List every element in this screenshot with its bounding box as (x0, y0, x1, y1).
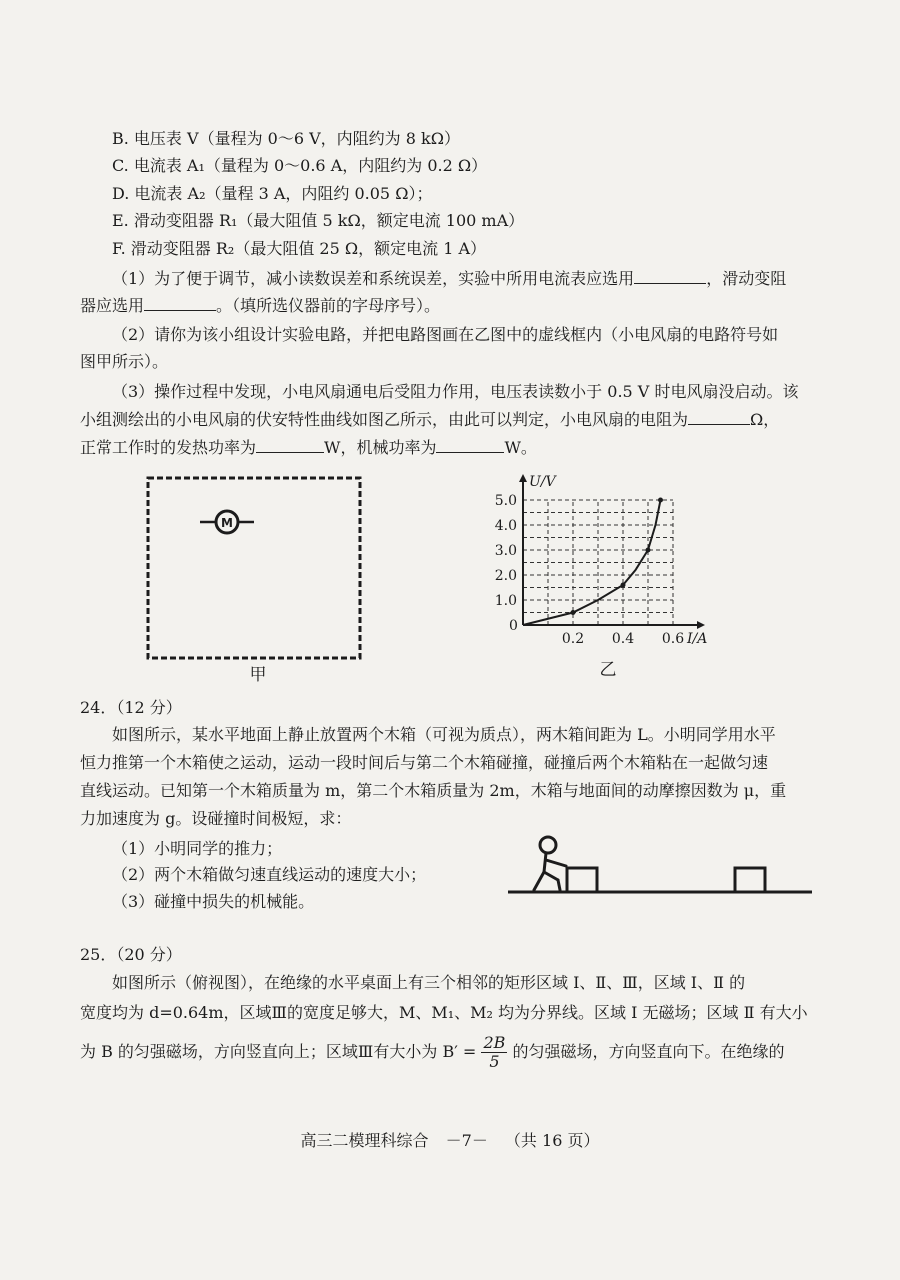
answer-blank-rheostat[interactable] (144, 294, 216, 311)
figure-jia (140, 470, 380, 685)
data-point (658, 498, 663, 503)
footer-title: 高三二模理科综合 (300, 1131, 429, 1150)
motor-label: M (221, 516, 233, 530)
data-point (646, 548, 651, 553)
q25-text-line3: 为 B 的匀强磁场，方向竖直向上；区域Ⅲ有大小为 B′ = $\frac{2B}{5}$ 的匀强磁场，方向竖直向下。在绝缘的 (80, 1033, 785, 1071)
x-tick-label: 0.6 (661, 631, 685, 647)
x-tick-label: 0.4 (611, 631, 635, 647)
data-point (621, 583, 626, 588)
q24-text-line3: 直线运动。已知第一个木箱质量为 m，第二个木箱质量为 2m，木箱与地面间的动摩擦因数为 μ，重 (80, 781, 787, 800)
page-footer (0, 1128, 900, 1151)
option-b: B. 电压表 V（量程为 0～6 V，内阻约为 8 kΩ） (112, 129, 460, 148)
person-pushing-icon (534, 837, 566, 890)
data-point (571, 610, 576, 615)
q24-text-line2: 恒力推第一个木箱使之运动，运动一段时间后与第二个木箱碰撞，碰撞后两个木箱粘在一起做匀速 (80, 753, 769, 772)
figure-jia-caption: 甲 (249, 665, 267, 685)
q24-sub1: （1）小明同学的推力； (112, 839, 283, 858)
q23-part3-line2: 小组测绘出的小电风扇的伏安特性曲线如图乙所示，由此可以判定，小电风扇的电阻为 Ω， (80, 410, 780, 429)
option-f: F. 滑动变阻器 R₂（最大阻值 25 Ω，额定电流 1 A） (112, 239, 487, 258)
iv-curve (523, 500, 661, 625)
y-axis-label: U/V (529, 474, 556, 490)
option-c: C. 电流表 A₁（量程为 0～0.6 A，内阻约为 0.2 Ω） (112, 156, 488, 175)
x-tick-label: 0.2 (561, 631, 585, 647)
q23-part2-line1: （2）请你为该小组设计实验电路，并把电路图画在乙图中的虚线框内（小电风扇的电路符号如 (112, 325, 779, 344)
q23-part1-line1: （1）为了便于调节，减小读数误差和系统误差，实验中所用电流表应选用 ，滑动变阻 (112, 269, 787, 288)
q25-text-line1: 如图所示（俯视图），在绝缘的水平桌面上有三个相邻的矩形区域 Ⅰ、Ⅱ、Ⅲ，区域 Ⅰ、Ⅱ 的 (112, 973, 746, 992)
option-e: E. 滑动变阻器 R₁（最大阻值 5 kΩ，额定电流 100 mA） (112, 211, 525, 230)
b-prime-fraction: $\frac{2B}{5}$ (483, 1033, 506, 1071)
dashed-circuit-box (148, 478, 360, 658)
q25-text-line2: 宽度均为 d=0.64m，区域Ⅲ的宽度足够大，M、M₁、M₂ 均为分界线。区域 Ⅰ 无磁场；区域 Ⅱ 有大小 (80, 1003, 808, 1022)
footer-page: －7－ (445, 1131, 488, 1150)
q23-part3-line1: （3）操作过程中发现，小电风扇通电后受阻力作用，电压表读数小于 0.5 V 时电风扇没启动。该 (112, 382, 799, 401)
footer-total: （共 16 页） (504, 1131, 600, 1150)
q24-text-line1: 如图所示，某水平地面上静止放置两个木箱（可视为质点），两木箱间距为 L。小明同学用水平 (112, 725, 776, 744)
y-tick-label: 1.0 (494, 593, 517, 609)
figure-yi-chart (475, 470, 708, 685)
x-axis-arrow (697, 621, 705, 629)
q24-sub3: （3）碰撞中损失的机械能。 (112, 892, 315, 911)
q24-sub2: （2）两个木箱做匀速直线运动的速度大小； (112, 865, 427, 884)
box-two (735, 868, 765, 892)
q24-text-line4: 力加速度为 g。设碰撞时间极短，求： (80, 809, 352, 828)
q25-heading: 25．（20 分） (80, 945, 182, 964)
option-d: D. 电流表 A₂（量程 3 A，内阻约 0.05 Ω）； (112, 184, 433, 203)
motor-fan-icon (200, 511, 254, 533)
origin-label: 0 (509, 618, 518, 634)
box-one (567, 868, 597, 892)
answer-blank-heat-power[interactable] (256, 436, 324, 453)
y-axis-arrow (519, 474, 527, 482)
y-tick-label: 5.0 (494, 493, 517, 509)
answer-blank-resistance[interactable] (688, 408, 750, 425)
answer-blank-mech-power[interactable] (436, 436, 504, 453)
q23-part2-line2: 图甲所示）。 (80, 352, 169, 371)
q24-figure (500, 830, 820, 898)
answer-blank-ammeter[interactable] (634, 267, 706, 284)
y-tick-label: 2.0 (494, 568, 517, 584)
q23-part3-line3: 正常工作时的发热功率为 W，机械功率为 W。 (80, 438, 537, 457)
q24-heading: 24．（12 分） (80, 698, 182, 717)
x-axis-label: I/A (687, 631, 708, 647)
q23-part1-line2: 器应选用 。（填所选仪器前的字母序号）。 (80, 296, 441, 315)
figure-yi-caption: 乙 (599, 660, 617, 680)
y-tick-label: 3.0 (494, 543, 517, 559)
y-tick-label: 4.0 (494, 518, 517, 534)
